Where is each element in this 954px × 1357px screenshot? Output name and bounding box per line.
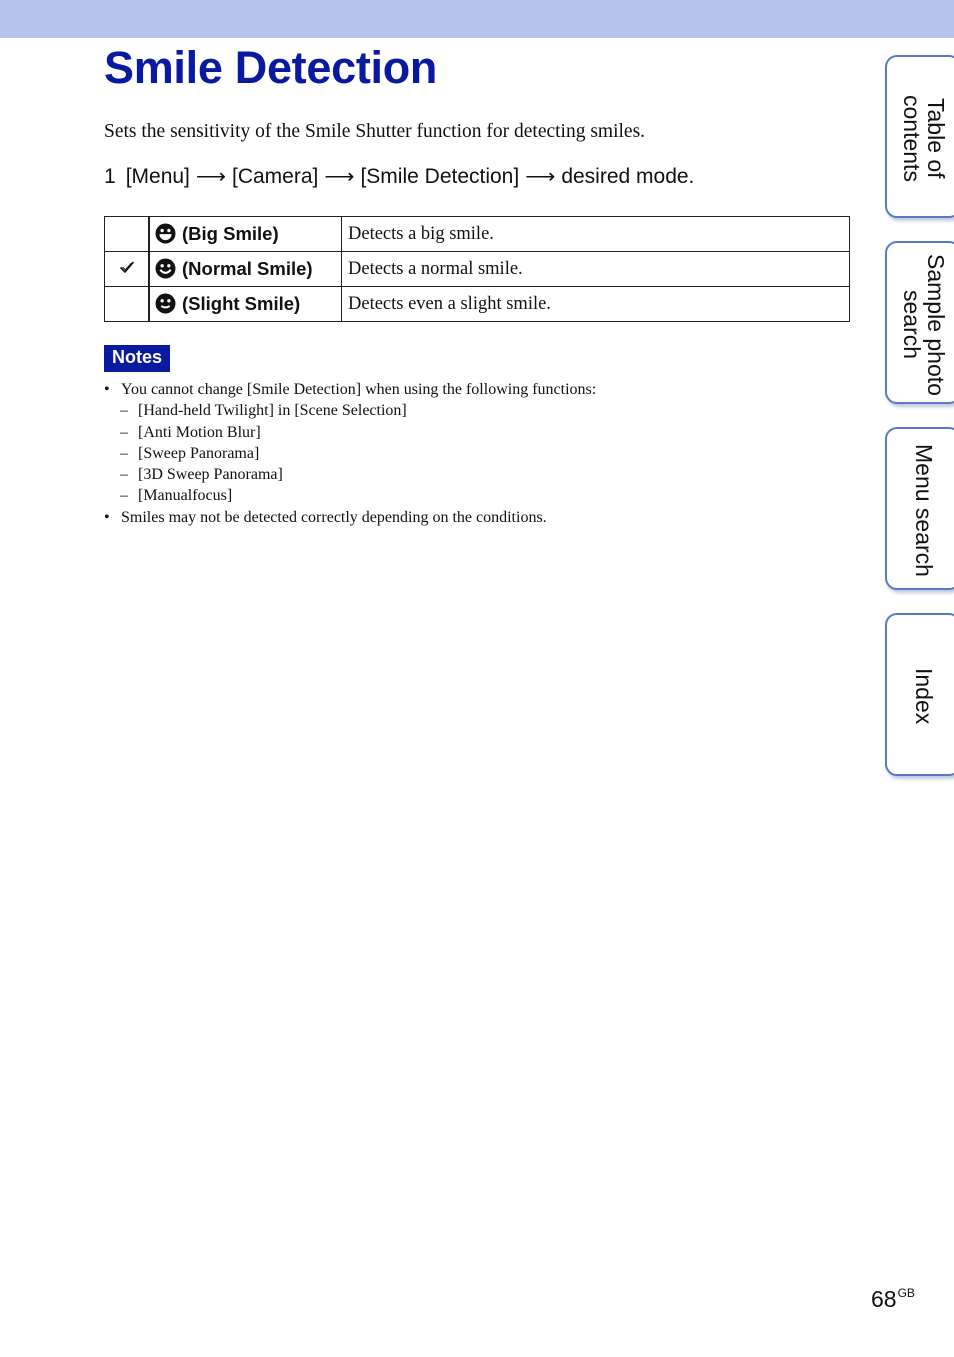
table-row [105, 287, 850, 322]
mode-label: (Normal Smile) [182, 258, 313, 279]
tab-label: Menu search [911, 444, 937, 577]
page-number [871, 1278, 915, 1314]
step-number: 1 [104, 165, 116, 188]
mode-description: Detects a normal smile. [342, 252, 850, 287]
note-subitem: – [3D Sweep Panorama] [104, 464, 596, 485]
checkmark-icon [119, 260, 135, 274]
note-subitem: – [Hand-held Twilight] in [Scene Selection] [104, 400, 596, 421]
mode-description: Detects a big smile. [342, 217, 850, 252]
table-row [105, 217, 850, 252]
mode-table [104, 216, 850, 322]
step-smile-detection: [Smile Detection] [360, 165, 520, 188]
tab-label: Sample photo search [899, 253, 949, 396]
tab-index[interactable] [885, 613, 954, 776]
note-subitem: – [Anti Motion Blur] [104, 422, 596, 443]
notes-list [104, 379, 596, 528]
step-desired-mode: desired mode. [561, 165, 695, 188]
page-number-value: 68 [871, 1286, 897, 1312]
tab-label: Table of contents [899, 95, 949, 182]
selection-cell [105, 287, 150, 322]
note-subitem: – [Manualfocus] [104, 485, 596, 506]
selection-cell [105, 217, 150, 252]
tab-label: Index [911, 668, 937, 725]
mode-label-cell [149, 287, 342, 322]
page-number-suffix: GB [897, 1286, 915, 1300]
tab-menu-search[interactable] [885, 427, 954, 590]
intro-text: Sets the sensitivity of the Smile Shutter function for detecting smiles. [104, 121, 646, 142]
tab-sample-photo-search[interactable] [885, 241, 954, 404]
header-band [0, 0, 954, 38]
notes-heading: Notes [104, 345, 170, 372]
arrow-right-icon: ⟶ [525, 165, 556, 188]
mode-label: (Slight Smile) [182, 293, 301, 314]
note-subitem: – [Sweep Panorama] [104, 443, 596, 464]
step-instruction [104, 163, 694, 191]
table-row [105, 252, 850, 287]
note-bullet: • You cannot change [Smile Detection] when using the following functions: [104, 379, 596, 400]
selection-cell [105, 252, 150, 287]
note-bullet: • Smiles may not be detected correctly depending on the conditions. [104, 507, 596, 528]
mode-label: (Big Smile) [182, 223, 279, 244]
big-smile-icon [155, 223, 176, 244]
step-camera: [Camera] [232, 165, 319, 188]
arrow-right-icon: ⟶ [195, 165, 226, 188]
tab-table-of-contents[interactable] [885, 55, 954, 218]
page-title: Smile Detection [104, 42, 438, 93]
normal-smile-icon [155, 258, 176, 279]
arrow-right-icon: ⟶ [324, 165, 355, 188]
mode-label-cell [149, 217, 342, 252]
mode-label-cell [149, 252, 342, 287]
mode-description: Detects even a slight smile. [342, 287, 850, 322]
step-menu: [Menu] [125, 165, 190, 188]
slight-smile-icon [155, 293, 176, 314]
